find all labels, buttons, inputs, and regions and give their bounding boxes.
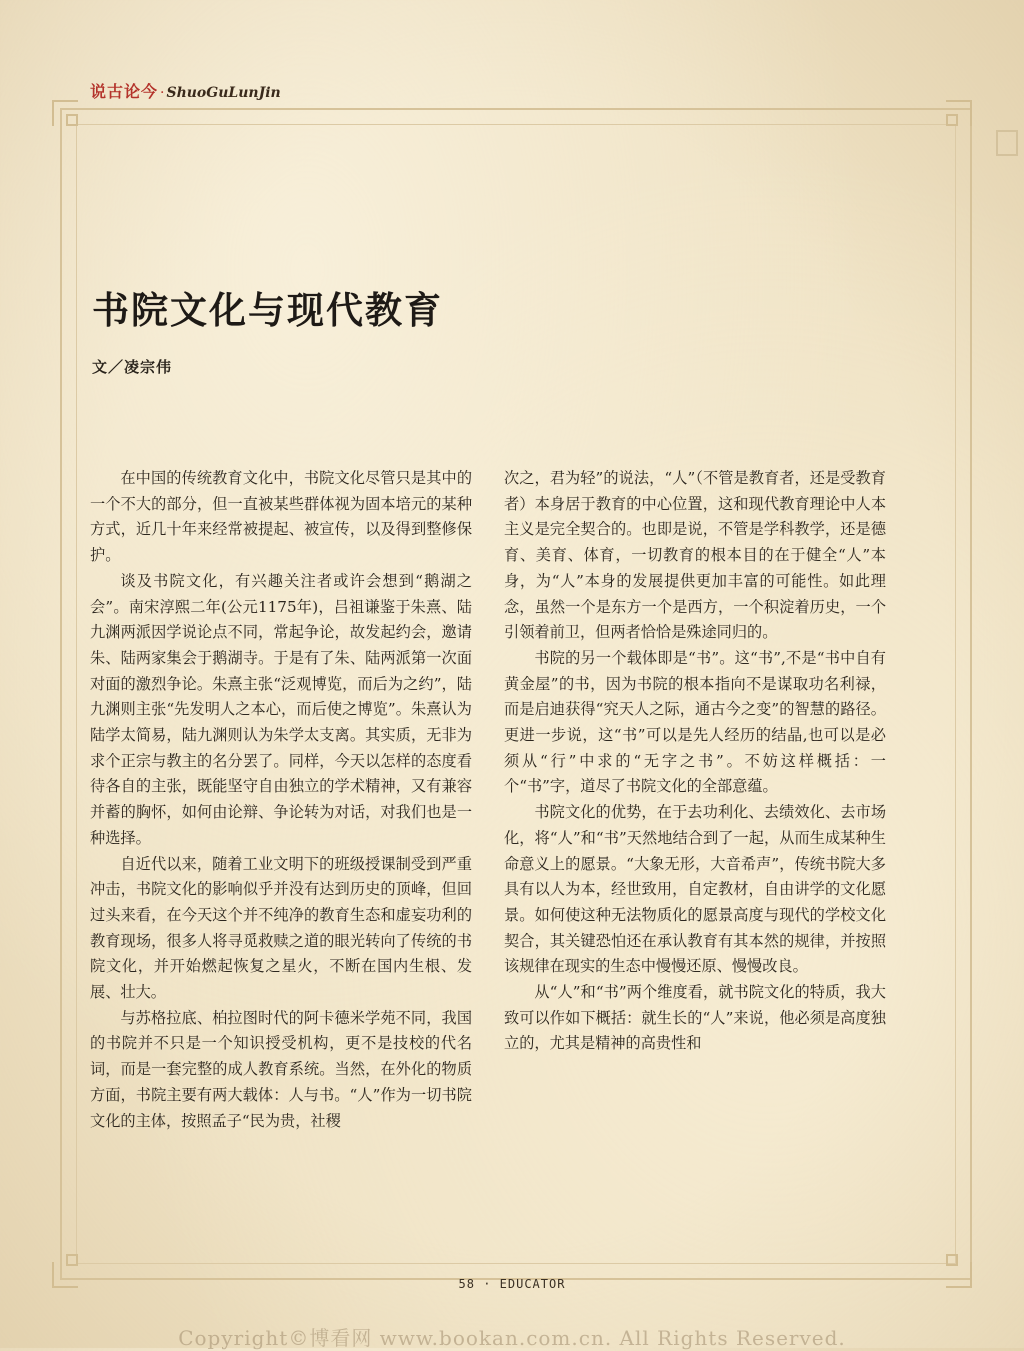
paragraph: 自近代以来，随着工业文明下的班级授课制受到严重冲击，书院文化的影响似乎并没有达到历史的顶峰，但回过头来看，在今天这个并不纯净的教育生态和虚妄功利的教育现场，很多人将寻觅救赎之道的眼光转向了传统的书院文化，并开始燃起恢复之星火，不断在国内生根、发展、壮大。 — [90, 854, 472, 1002]
frame-corner-square — [66, 114, 78, 126]
body-column-left — [90, 466, 472, 1134]
paragraph: 与苏格拉底、柏拉图时代的阿卡德米学苑不同，我国的书院并不只是一个知识授受机构，更不是技校的代名词，而是一套完整的成人教育系统。当然，在外化的物质方面，书院主要有两大载体：人与书。“人”作为一切书院文化的主体，按照孟子“民为贵，社稷 — [90, 1008, 472, 1130]
paragraph: 书院文化的优势，在于去功利化、去绩效化、去市场化，将“人”和“书”天然地结合到了一起，从而生成某种生命意义上的愿景。“大象无形，大音希声”，传统书院大多具有以人为本，经世致用，自定教材，自由讲学的文化愿景。如何使这种无法物质化的愿景高度与现代的学校文化契合，其关键恐怕还在承认教育有其本然的规律，并按照该规律在现实的生态中慢慢还原、慢慢改良。 — [504, 803, 886, 976]
copyright-watermark: Copyright©博看网 www.bookan.com.cn. All Rights Reserved. — [178, 1326, 846, 1350]
body-column-right — [504, 466, 886, 1057]
section-separator: · — [160, 85, 165, 101]
frame-corner-square — [946, 114, 958, 126]
article-title: 书院文化与现代教育 — [92, 289, 443, 332]
paragraph: 从“人”和“书”两个维度看，就书院文化的特质，我大致可以作如下概括：就生长的“人”来说，他必须是高度独立的，尤其是精神的高贵性和 — [504, 983, 886, 1053]
frame-corner-square — [946, 1254, 958, 1266]
page-edge-ornament — [996, 130, 1018, 156]
section-name-pinyin: ShuoGuLunJin — [166, 85, 281, 101]
page-folio: 58 · EDUCATOR — [458, 1277, 566, 1291]
article-byline: 文／凌宗伟 — [92, 358, 173, 376]
paragraph: 在中国的传统教育文化中，书院文化尽管只是其中的一个不大的部分，但一直被某些群体视为固本培元的某种方式，近几十年来经常被提起、被宣传，以及得到整修保护。 — [90, 469, 472, 565]
frame-corner-square — [66, 1254, 78, 1266]
paragraph: 书院的另一个载体即是“书”。这“书”,不是“书中自有黄金屋”的书，因为书院的根本指向不是谋取功名利禄，而是启迪获得“究天人之际，通古今之变”的智慧的路径。更进一步说，这“书”可以是先人经历的结晶,也可以是必须从“行”中求的“无字之书”。不妨这样概括：一个“书”字，道尽了书院文化的全部意蕴。 — [504, 648, 886, 796]
section-header — [90, 79, 281, 102]
paragraph-continued: 次之，君为轻”的说法，“人”（不管是教育者，还是受教育者）本身居于教育的中心位置，这和现代教育理论中人本主义是完全契合的。也即是说，不管是学科教学，还是德育、美育、体育，一切教育的根本目的在于健全“人”本身，为“人”本身的发展提供更加丰富的可能性。如此理念，虽然一个是东方一个是西方，一个积淀着历史，一个引领着前卫，但两者恰恰是殊途同归的。 — [504, 469, 886, 642]
section-name-chinese: 说古论今 — [90, 82, 159, 101]
paragraph: 谈及书院文化，有兴趣关注者或许会想到“鹅湖之会”。南宋淳熙二年(公元1175年)，吕祖谦鉴于朱熹、陆九渊两派因学说论点不同，常起争论，故发起约会，邀请朱、陆两家集会于鹅湖寺。于是有了朱、陆两派第一次面对面的激烈争论。朱熹主张“泛观博览，而后为之约”，陆九渊则主张“先发明人之本心，而后使之博览”。朱熹认为陆学太简易，陆九渊则认为朱学太支离。其实质，无非为求个正宗与教主的名分罢了。同样，今天以怎样的态度看待各自的主张，既能坚守自由独立的学术精神，又有兼容并蓄的胸怀，如何由论辩、争论转为对话，对我们也是一种选择。 — [90, 571, 472, 847]
